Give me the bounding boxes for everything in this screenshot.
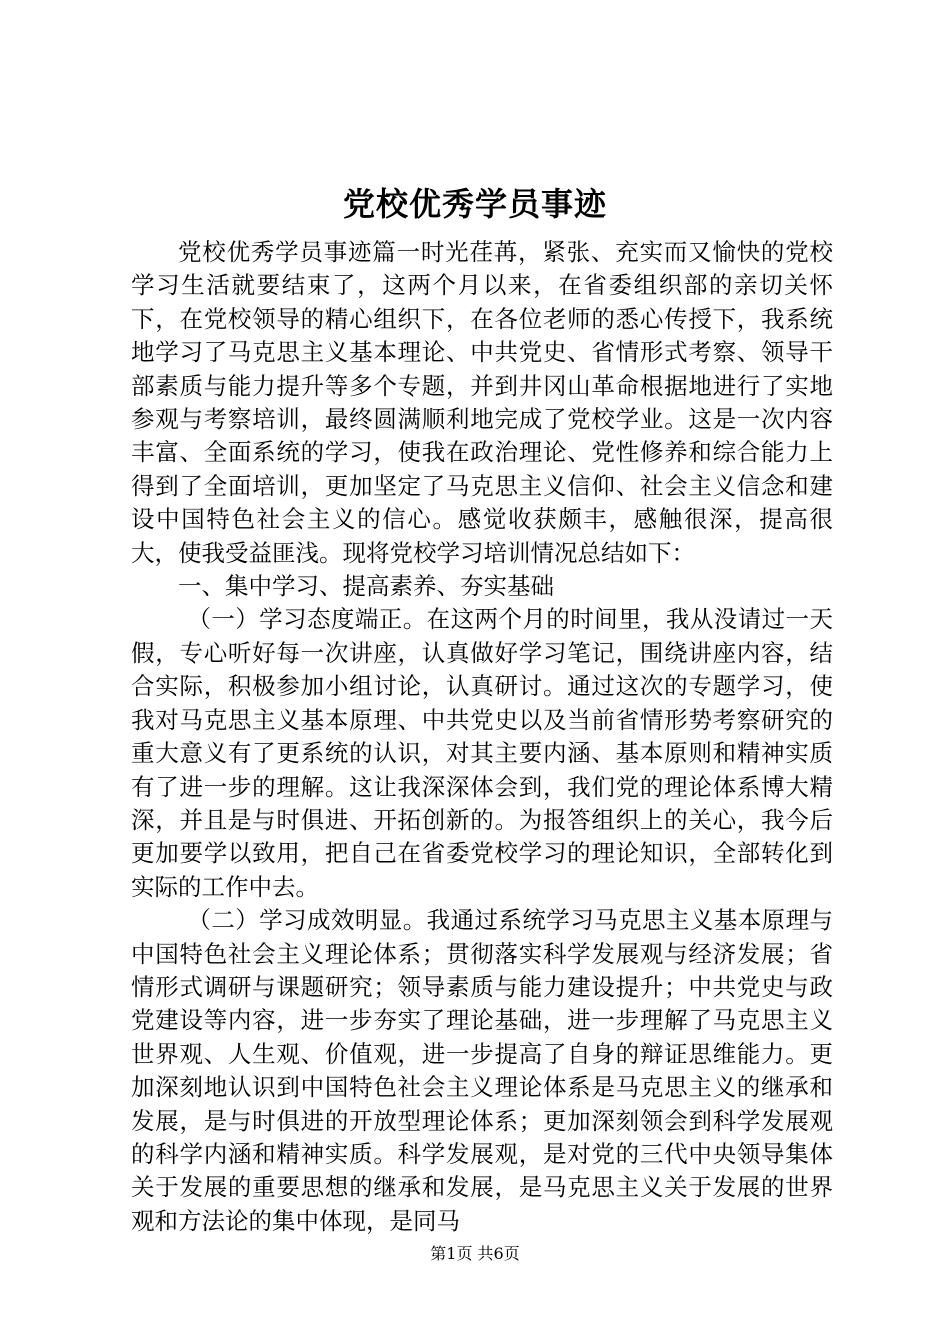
- document-body: [131, 236, 833, 1238]
- paragraph-results: （二）学习成效明显。我通过系统学习马克思主义基本原理与中国特色社会主义理论体系；贯彻落实科学发展观与经济发展；省情形式调研与课题研究；领导素质与能力建设提升；中共党史与政党建设等内容，进一步夯实了理论基础，进一步理解了马克思主义世界观、人生观、价值观，进一步提高了自身的辩证思维能力。更加深刻地认识到中国特色社会主义理论体系是马克思主义的继承和发展，是与时俱进的开放型理论体系；更加深刻领会到科学发展观的科学内涵和精神实质。科学发展观，是对党的三代中央领导集体关于发展的重要思想的继承和发展，是马克思主义关于发展的世界观和方法论的集中体现，是同马: [131, 906, 833, 1235]
- section-heading-1: 一、集中学习、提高素养、夯实基础: [178, 572, 554, 601]
- paragraph-intro: 党校优秀学员事迹篇一时光荏苒，紧张、充实而又愉快的党校学习生活就要结束了，这两个月以来，在省委组织部的亲切关怀下，在党校领导的精心组织下，在各位老师的悉心传授下，我系统地学习了马克思主义基本理论、中共党史、省情形式考察、领导干部素质与能力提升等多个专题，并到井冈山革命根据地进行了实地参观与考察培训，最终圆满顺利地完成了党校学业。这是一次内容丰富、全面系统的学习，使我在政治理论、党性修养和综合能力上得到了全面培训，更加坚定了马克思主义信仰、社会主义信念和建设中国特色社会主义的信心。感觉收获颇丰，感触很深，提高很大，使我受益匪浅。现将党校学习培训情况总结如下：: [131, 238, 833, 567]
- paragraph-attitude: （一）学习态度端正。在这两个月的时间里，我从没请过一天假，专心听好每一次讲座，认真做好学习笔记，围绕讲座内容，结合实际，积极参加小组讨论，认真研讨。通过这次的专题学习，使我对马克思主义基本原理、中共党史以及当前省情形势考察研究的重大意义有了更系统的认识，对其主要内涵、基本原则和精神实质有了进一步的理解。这让我深深体会到，我们党的理论体系博大精深，并且是与时俱进、开拓创新的。为报答组织上的关心，我今后更加要学以致用，把自己在省委党校学习的理论知识，全部转化到实际的工作中去。: [131, 605, 833, 901]
- page-number-footer: 第1页 共6页: [430, 1244, 520, 1263]
- document-title: 党校优秀学员事迹: [342, 185, 607, 223]
